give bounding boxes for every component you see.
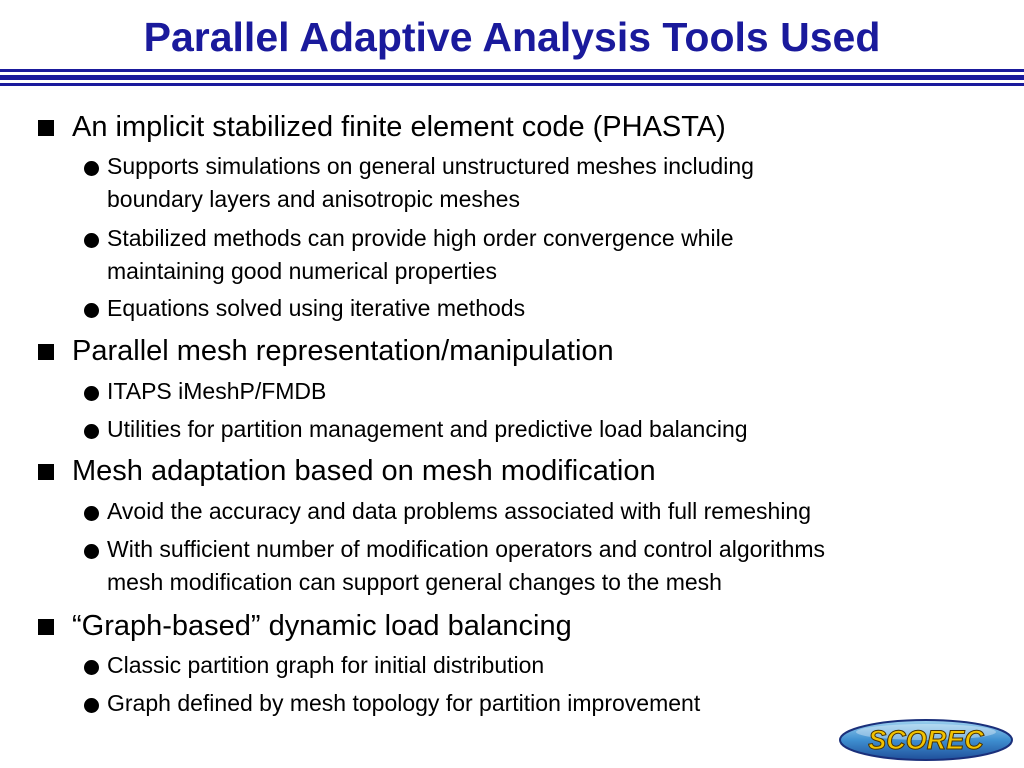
bullet-text: Parallel mesh representation/manipulation	[72, 335, 614, 367]
sub-bullet-text: With sufficient number of modification operators and control algorithms	[107, 536, 826, 562]
sub-bullet-text: maintaining good numerical properties	[107, 258, 497, 284]
square-bullet-icon	[38, 120, 54, 136]
sub-bullet-text: Classic partition graph for initial distribution	[107, 652, 545, 678]
square-bullet-icon	[38, 464, 54, 480]
title-rule-top	[0, 69, 1024, 72]
sub-bullet-text: Avoid the accuracy and data problems associated with full remeshing	[107, 498, 812, 524]
bullet-text: “Graph-based” dynamic load balancing	[72, 610, 572, 642]
sub-bullet-text: ITAPS iMeshP/FMDB	[107, 378, 327, 404]
round-bullet-icon	[84, 303, 99, 318]
round-bullet-icon	[84, 698, 99, 713]
round-bullet-icon	[84, 544, 99, 559]
sub-bullet-text: mesh modification can support general changes to the mesh	[107, 569, 722, 595]
slide-title: Parallel Adaptive Analysis Tools Used	[143, 14, 881, 60]
scorec-logo	[838, 718, 1014, 762]
sub-bullet-text: Utilities for partition management and predictive load balancing	[107, 416, 748, 442]
square-bullet-icon	[38, 344, 54, 360]
sub-bullet-text: Stabilized methods can provide high order convergence while	[107, 225, 734, 251]
round-bullet-icon	[84, 386, 99, 401]
sub-bullet-text: Supports simulations on general unstructured meshes including	[107, 153, 754, 179]
title-rule-middle	[0, 75, 1024, 80]
scorec-logo-graphic	[838, 718, 1014, 762]
bullet-text: An implicit stabilized finite element code (PHASTA)	[72, 111, 726, 143]
bullet-text: Mesh adaptation based on mesh modification	[72, 455, 656, 487]
round-bullet-icon	[84, 424, 99, 439]
round-bullet-icon	[84, 161, 99, 176]
round-bullet-icon	[84, 506, 99, 521]
square-bullet-icon	[38, 619, 54, 635]
sub-bullet-text: Graph defined by mesh topology for partition improvement	[107, 690, 701, 716]
title-rule-bottom	[0, 83, 1024, 86]
sub-bullet-text: boundary layers and anisotropic meshes	[107, 186, 520, 212]
round-bullet-icon	[84, 233, 99, 248]
sub-bullet-text: Equations solved using iterative methods	[107, 295, 526, 321]
logo-text: SCOREC	[868, 725, 984, 755]
round-bullet-icon	[84, 660, 99, 675]
